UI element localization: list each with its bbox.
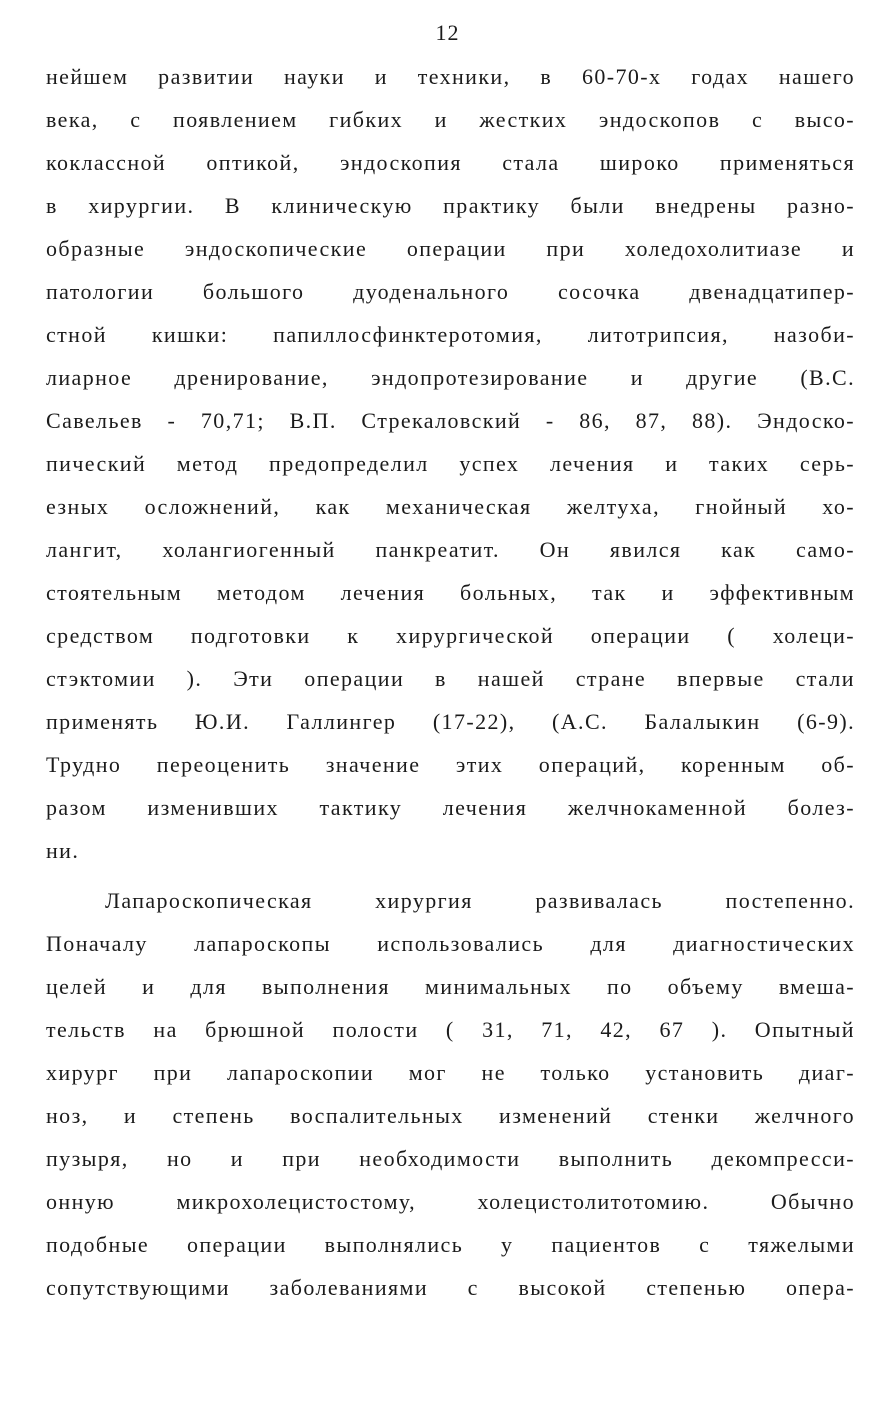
text-line: хирург при лапароскопии мог не только установить диаг-	[46, 1060, 855, 1085]
text-line: применять Ю.И. Галлингер (17-22), (А.С. Балалыкин (6-9).	[46, 709, 855, 734]
text-line: ноз, и степень воспалительных изменений стенки желчного	[46, 1103, 855, 1128]
text-line: онную микрохолецистостому, холецистолитотомию. Обычно	[46, 1189, 855, 1214]
text-line: целей и для выполнения минимальных по объему вмеша-	[46, 974, 855, 999]
text-line: стной кишки: папиллосфинктеротомия, литотрипсия, назоби-	[46, 322, 855, 347]
text-line: Савельев - 70,71; В.П. Стрекаловский - 86, 87, 88). Эндоско-	[46, 408, 855, 433]
text-line: в хирургии. В клиническую практику были внедрены разно-	[46, 193, 855, 218]
text-line: Трудно переоценить значение этих операций, коренным об-	[46, 752, 855, 777]
text-line: образные эндоскопические операции при холедохолитиазе и	[46, 236, 855, 261]
text-line: века, с появлением гибких и жестких эндоскопов с высо-	[46, 107, 855, 132]
text-line: пузыря, но и при необходимости выполнить декомпресси-	[46, 1146, 855, 1171]
text-line: сопутствующими заболеваниями с высокой степенью опера-	[46, 1275, 855, 1300]
text-line: средством подготовки к хирургической операции ( холеци-	[46, 623, 855, 648]
text-line: пический метод предопределил успех лечения и таких серь-	[46, 451, 855, 476]
text-line: патологии большого дуоденального сосочка двенадцатипер-	[46, 279, 855, 304]
page-number: 12	[435, 20, 460, 45]
text-line: езных осложнений, как механическая желтуха, гнойный хо-	[46, 494, 855, 519]
text-line: нейшем развитии науки и техники, в 60-70-х годах нашего	[46, 64, 855, 89]
text-line: Лапароскопическая хирургия развивалась постепенно.	[105, 888, 855, 913]
text-line: лангит, холангиогенный панкреатит. Он явился как само-	[46, 537, 855, 562]
text-line: коклассной оптикой, эндоскопия стала широко применяться	[46, 150, 855, 175]
text-line: лиарное дренирование, эндопротезирование и другие (В.С.	[46, 365, 855, 390]
text-line: Поначалу лапароскопы использовались для диагностических	[46, 931, 855, 956]
text-line: ни.	[46, 838, 80, 863]
text-line: подобные операции выполнялись у пациентов с тяжелыми	[46, 1232, 855, 1257]
text-line: разом изменивших тактику лечения желчнокаменной болез-	[46, 795, 855, 820]
text-line: тельств на брюшной полости ( 31, 71, 42, 67 ). Опытный	[46, 1017, 855, 1042]
text-line: стэктомии ). Эти операции в нашей стране впервые стали	[46, 666, 855, 691]
text-line: стоятельным методом лечения больных, так и эффективным	[46, 580, 855, 605]
